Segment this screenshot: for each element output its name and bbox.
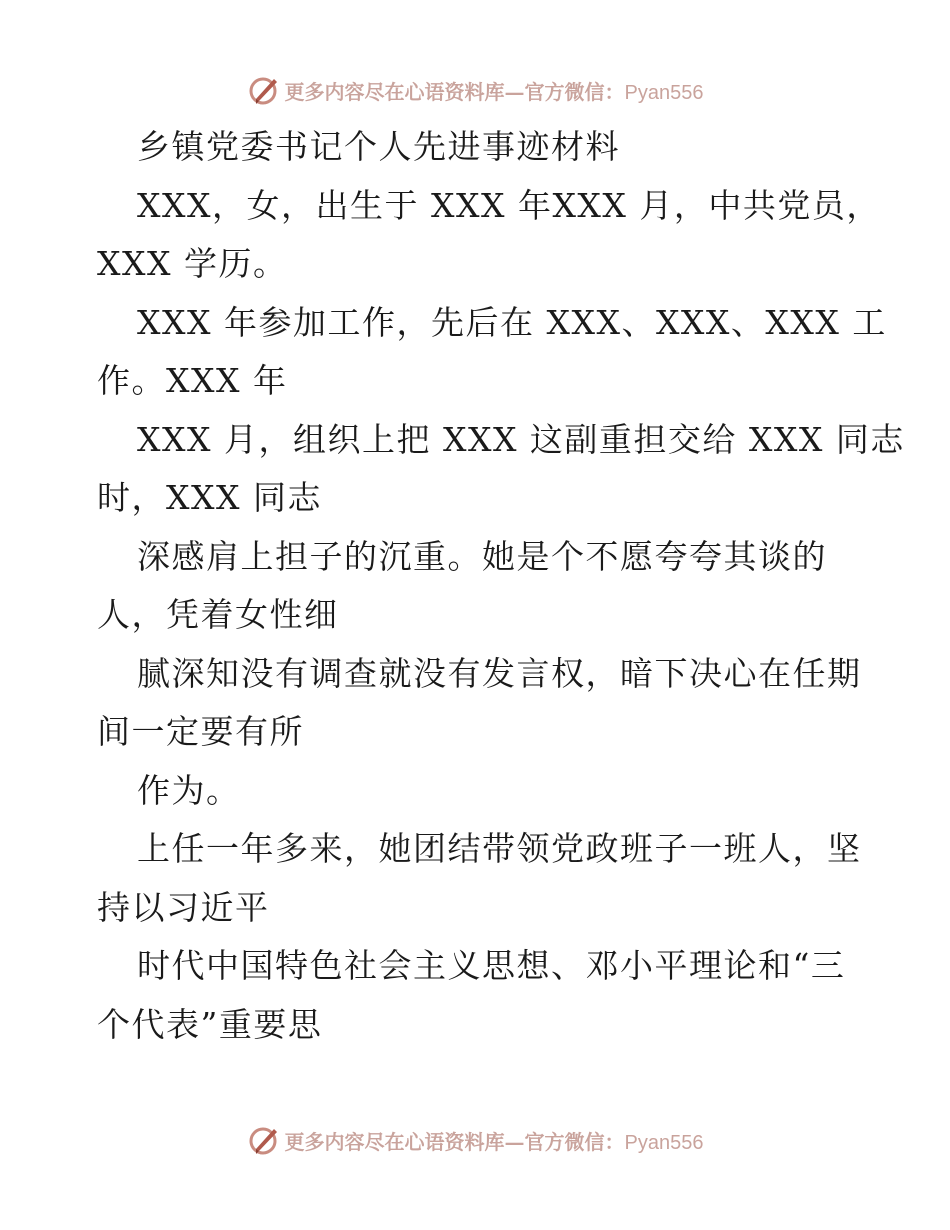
- paragraph-line: 时，XXX 同志: [97, 478, 322, 517]
- quill-pen-circle-icon: [247, 1123, 281, 1157]
- paragraph-line: XXX 学历。: [97, 244, 288, 283]
- paragraph-line: XXX，女，出生于 XXX 年XXX 月，中共党员，: [137, 185, 881, 225]
- paragraph-line: 上任一年多来，她团结带领党政班子一班人，坚: [137, 829, 862, 868]
- paragraph-line: 腻深知没有调查就没有发言权，暗下决心在任期: [137, 653, 862, 693]
- paragraph-line: 间一定要有所: [97, 712, 304, 751]
- paragraph-line: 人，凭着女性细: [97, 595, 339, 634]
- header-watermark-banner: [0, 70, 950, 110]
- watermark-text: 更多内容尽在心语资料库—官方微信：Pyan556: [284, 1129, 704, 1154]
- paragraph-line: 持以习近平: [97, 887, 270, 927]
- paragraph-line: XXX 月，组织上把 XXX 这副重担交给 XXX 同志: [137, 419, 905, 459]
- paragraph-line: 作。XXX 年: [97, 361, 288, 400]
- document-body: [97, 118, 905, 1054]
- document-title: 乡镇党委书记个人先进事迹材料: [137, 127, 620, 166]
- quill-pen-circle-icon: [247, 73, 281, 107]
- paragraph-line: 时代中国特色社会主义思想、邓小平理论和“三: [137, 946, 846, 985]
- paragraph-line: 作为。: [137, 770, 241, 810]
- watermark-text: 更多内容尽在心语资料库—官方微信：Pyan556: [284, 79, 704, 104]
- paragraph-line: 个代表”重要思: [97, 1004, 323, 1044]
- paragraph-line: 深感肩上担子的沉重。她是个不愿夸夸其谈的: [137, 536, 827, 576]
- footer-watermark-banner: [0, 1120, 950, 1160]
- paragraph-line: XXX 年参加工作，先后在 XXX、XXX、XXX 工: [137, 302, 887, 342]
